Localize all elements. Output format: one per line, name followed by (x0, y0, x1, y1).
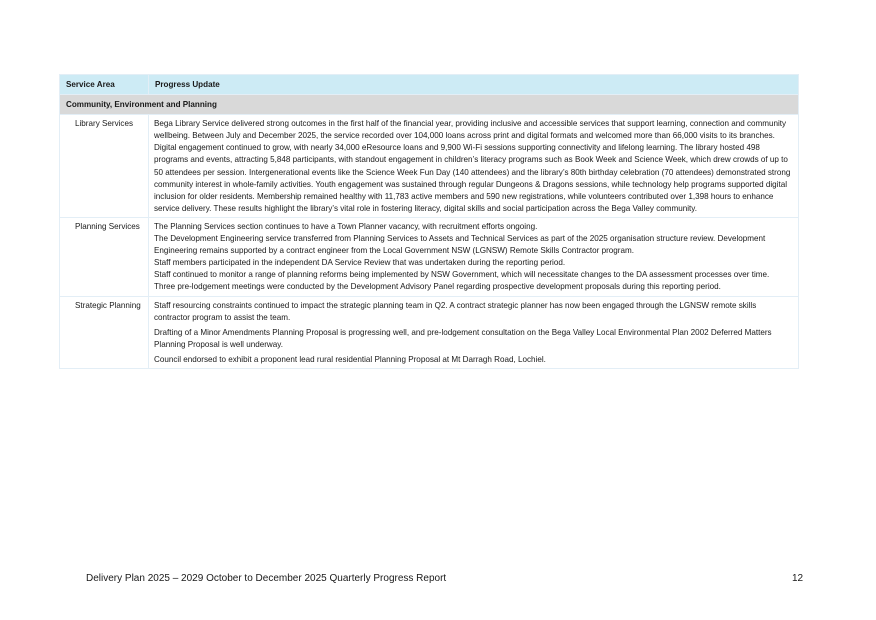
page-number: 12 (792, 573, 804, 584)
header-service-area: Service Area (60, 75, 149, 95)
update-paragraph: Drafting of a Minor Amendments Planning Proposal is progressing well, and pre-lodgement consultation on the Bega Valley Local Environmental Plan 2002 Deferred Matters Planning Proposal is well underway. (154, 327, 772, 349)
table-header-row (60, 75, 799, 95)
update-paragraph: Staff continued to monitor a range of planning reforms being implemented by NSW Government, which will necessitate changes to the DA assessment processes over time. (154, 270, 770, 280)
update-paragraph: Staff resourcing constraints continued to impact the strategic planning team in Q2. A contract strategic planner has now been engaged through the LGNSW remote skills contractor program to assist the team. (154, 300, 757, 322)
progress-update-planning (149, 217, 799, 296)
update-paragraph: Bega Library Service delivered strong outcomes in the first half of the financial year, providing inclusive and accessible services that support learning, connection and community wellbeing. Between July and December 2025, the service recorded over 104,000 loans across print and digital formats and welcomed more than 66,000 visits to its branches. Digital engagement continued to grow, with nearly 34,000 eResource loans and 9,900 Wi-Fi sessions supporting connectivity and lifelong learning. The library hosted 498 programs and events, attracting 5,848 participants, with standout engagement in children’s literacy programs such as Book Week and Science Week, which drew crowds of up to 50 attendees per session. Intergenerational events like the Science Week Fun Day (140 attendees) and the library’s 80th birthday celebration (70 attendees) demonstrated strong community interest in whole-family activities. Youth engagement was sustained through regular Dungeons & Dragons sessions, while technology help programs supported digital inclusion for older residents. Membership remained healthy with 11,783 active members and 590 new registrations, while volunteers contributed over 1,398 hours to enhance service delivery. These results highlight the library’s vital role in fostering literacy, digital skills and social participation across the Bega Valley community. (154, 119, 791, 213)
table-row (60, 217, 799, 296)
section-title: Community, Environment and Planning (60, 95, 799, 115)
service-area-planning: Planning Services (60, 217, 149, 296)
progress-table (59, 74, 799, 369)
service-area-library: Library Services (60, 115, 149, 218)
table-row (60, 296, 799, 368)
table-row (60, 115, 799, 218)
service-area-strategic: Strategic Planning (60, 296, 149, 368)
update-paragraph: Staff members participated in the independent DA Service Review that was undertaken during the reporting period. (154, 258, 566, 268)
update-paragraph: The Planning Services section continues to have a Town Planner vacancy, with recruitment efforts ongoing. (154, 221, 538, 231)
progress-update-library (149, 115, 799, 218)
progress-update-strategic (149, 296, 799, 368)
update-paragraph: Three pre-lodgement meetings were conducted by the Development Advisory Panel regarding prospective development proposals during this reporting period. (154, 282, 721, 292)
footer-report-title: Delivery Plan 2025 – 2029 October to December 2025 Quarterly Progress Report (86, 573, 447, 584)
update-paragraph: The Development Engineering service transferred from Planning Services to Assets and Technical Services as part of the 2025 organisation structure review. Development Engineering remains supported by a contract engineer from the Local Government NSW (LGNSW) Remote Skills Contractor program. (154, 234, 766, 256)
section-row (60, 95, 799, 115)
update-paragraph: Council endorsed to exhibit a proponent lead rural residential Planning Proposal at Mt Darragh Road, Lochiel. (154, 354, 546, 364)
header-progress-update: Progress Update (149, 75, 799, 95)
